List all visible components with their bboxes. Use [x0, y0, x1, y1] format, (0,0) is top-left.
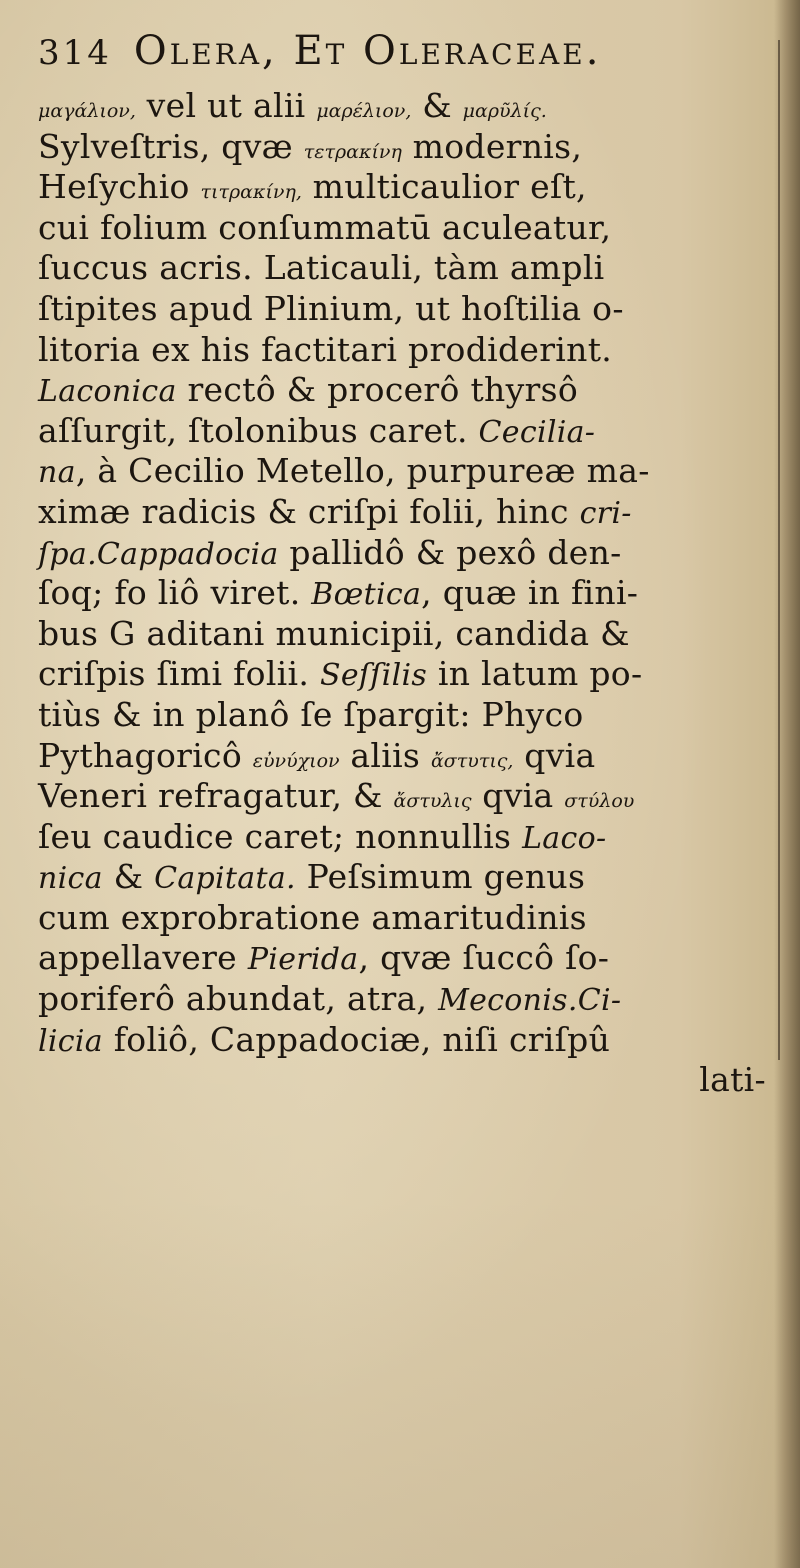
text-segment: multicaulior eſt, — [301, 167, 587, 207]
text-segment: appellavere — [38, 938, 248, 978]
text-segment: ſuccus acris. Laticauli, tàm ampli — [38, 248, 605, 288]
text-segment: qvia — [513, 735, 596, 775]
text-line — [38, 248, 778, 289]
text-segment: ſtipites apud Plinium, ut hoſtilia o- — [38, 288, 624, 328]
text-segment: Veneri refragatur, & — [38, 776, 394, 816]
text-segment: criſpis ſimi folii. — [38, 654, 320, 694]
text-segment: cui folium conſummatū aculeatur, — [38, 207, 612, 247]
text-segment: ſeu caudice caret; nonnullis — [38, 816, 523, 856]
text-segment: tiùs & in planô ſe ſpargit: Phyco — [38, 694, 584, 734]
greek-word: μαρέλιον, — [316, 100, 412, 122]
text-line — [38, 1020, 778, 1061]
greek-word: ἄστυτις, — [430, 749, 514, 772]
text-line — [38, 533, 778, 574]
italic-term: Bœtica — [311, 577, 422, 613]
text-segment: qvia — [471, 776, 565, 816]
greek-word: μαρῦλίς. — [462, 100, 547, 122]
catchword: lati- — [699, 1060, 766, 1100]
body-text — [38, 86, 778, 1101]
greek-word: τιτρακίνη, — [200, 181, 302, 204]
text-line — [38, 208, 778, 249]
greek-word: εὐνύχιον — [252, 749, 340, 772]
text-segment: litoria ex his factitari prodiderint. — [38, 329, 613, 369]
text-segment: aliis — [339, 735, 431, 775]
italic-term: na — [38, 455, 76, 491]
text-line — [38, 289, 778, 330]
text-segment: ſoq; fo liô viret. — [38, 573, 312, 613]
text-segment: & — [102, 857, 155, 897]
text-line — [38, 86, 778, 127]
text-line — [38, 695, 778, 736]
italic-term: nica — [38, 861, 103, 897]
greek-word: τετρακίνη — [303, 140, 402, 163]
text-segment: bus G aditani municipii, candida & — [38, 613, 630, 653]
text-line — [38, 736, 778, 777]
italic-term: Pierida — [247, 942, 359, 978]
text-segment: , quæ in fini- — [421, 573, 639, 613]
italic-term: Laconica — [38, 374, 177, 410]
text-segment: poriferô abundat, atra, — [38, 979, 439, 1019]
text-segment: modernis, — [401, 126, 583, 166]
text-segment: & — [411, 86, 463, 125]
text-line — [38, 857, 778, 898]
text-line — [38, 979, 778, 1020]
text-segment: , à Cecilio Metello, purpureæ ma- — [75, 451, 650, 491]
italic-term: licia — [38, 1023, 103, 1059]
paper-shading — [0, 1200, 800, 1568]
greek-word: ἄστυλις — [393, 790, 472, 813]
text-segment: ximæ radicis & criſpi folii, hinc — [38, 491, 580, 531]
italic-term: ſpa.Cappadocia — [38, 536, 279, 572]
text-segment: cum exprobratione amaritudinis — [38, 897, 587, 937]
greek-word: μαγάλιον, — [38, 100, 136, 122]
text-segment: rectô & procerô thyrsô — [176, 370, 578, 410]
text-line — [38, 492, 778, 533]
italic-term: Laco- — [522, 820, 607, 856]
text-line — [38, 167, 778, 208]
text-segment: Sylveſtris, qvæ — [38, 126, 304, 166]
greek-word: στύλου — [564, 790, 635, 813]
text-line — [38, 573, 778, 614]
text-segment: Pythagoricô — [38, 735, 253, 775]
page-header — [38, 28, 738, 88]
text-line — [38, 817, 778, 858]
text-segment: foliô, Cappadociæ, niſi criſpû — [102, 1019, 611, 1059]
text-line — [38, 898, 778, 939]
text-segment: vel ut alii — [135, 86, 317, 125]
italic-term: Capitata. — [154, 861, 296, 897]
italic-term: cri- — [579, 495, 632, 531]
text-line — [38, 654, 778, 695]
text-line — [38, 370, 778, 411]
text-segment: Heſychio — [38, 167, 201, 207]
italic-term: Cecilia- — [478, 414, 596, 450]
italic-term: Meconis.Ci- — [438, 983, 622, 1019]
italic-term: Seſſilis — [319, 658, 428, 694]
text-line — [38, 614, 778, 655]
text-segment: , qvæ ſuccô ſo- — [358, 938, 610, 978]
text-segment: in latum po- — [427, 654, 643, 694]
text-segment: Peſsimum genus — [295, 857, 586, 897]
text-line — [38, 330, 778, 371]
running-title: Olera, Et Oleraceae. — [133, 28, 602, 74]
text-line — [38, 938, 778, 979]
text-line — [38, 411, 778, 452]
text-line — [38, 451, 778, 492]
text-line — [38, 776, 778, 817]
page-number: 314 — [38, 33, 112, 73]
text-line — [38, 127, 778, 168]
text-segment: aſſurgit, ſtolonibus caret. — [38, 410, 479, 450]
page-edge-line — [778, 40, 780, 1060]
text-segment: pallidô & pexô den- — [278, 532, 622, 572]
